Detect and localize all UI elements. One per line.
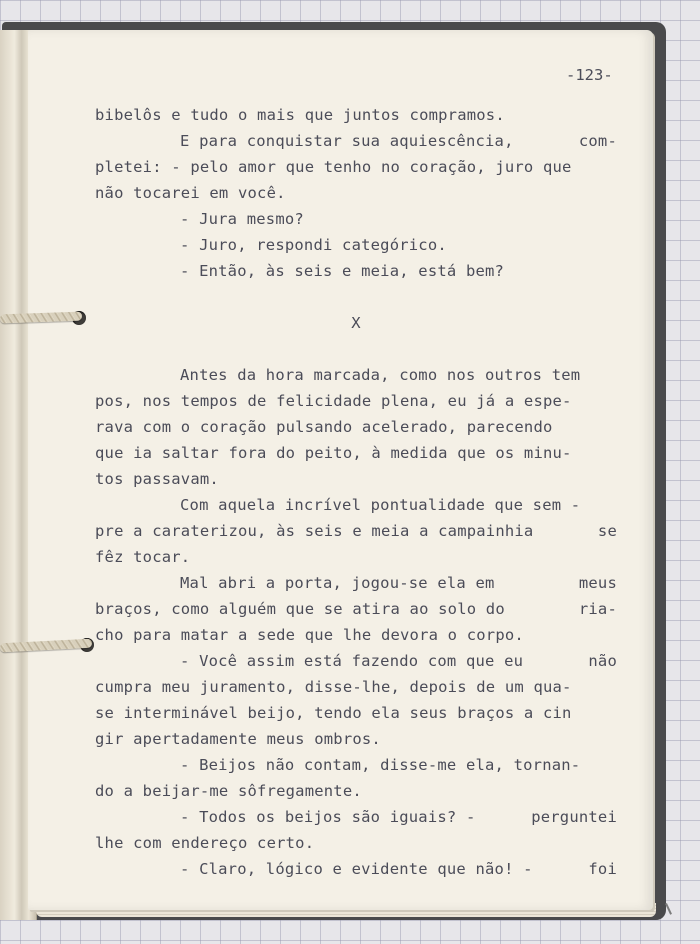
page-number: -123- [566, 66, 613, 84]
text-line: braços, como alguém que se atira ao solo do ria- [95, 600, 617, 618]
text-line: bibelôs e tudo o mais que juntos compramos. [95, 106, 505, 124]
section-separator: X [351, 314, 361, 332]
text-line: fêz tocar. [95, 548, 191, 566]
text-line: - Jura mesmo? [180, 210, 304, 228]
text-line: que ia saltar fora do peito, à medida que os minu- [95, 444, 572, 462]
text-line: - Todos os beijos são iguais? - perguntei [180, 808, 617, 826]
text-line: cumpra meu juramento, disse-lhe, depois de um qua- [95, 678, 572, 696]
text-line: - Juro, respondi categórico. [180, 236, 447, 254]
text-line: rava com o coração pulsando acelerado, parecendo [95, 418, 553, 436]
text-line: - Você assim está fazendo com que eu não [180, 652, 617, 670]
text-line: - Beijos não contam, disse-me ela, tornan- [180, 756, 581, 774]
text-line: E para conquistar sua aquiescência, com- [180, 132, 617, 150]
text-line: Com aquela incrível pontualidade que sem - [180, 496, 581, 514]
text-line: - Então, às seis e meia, está bem? [180, 262, 505, 280]
text-line: gir apertadamente meus ombros. [95, 730, 381, 748]
text-line: tos passavam. [95, 470, 219, 488]
text-line: Mal abri a porta, jogou-se ela em meus [180, 574, 617, 592]
text-line: do a beijar-me sôfregamente. [95, 782, 362, 800]
text-line: - Claro, lógico e evidente que não! - foi [180, 860, 617, 878]
text-line: pos, nos tempos de felicidade plena, eu já a espe- [95, 392, 572, 410]
text-line: se interminável beijo, tendo ela seus braços a cin [95, 704, 572, 722]
text-line: Antes da hora marcada, como nos outros tem [180, 366, 581, 384]
text-line: pletei: - pelo amor que tenho no coração, juro que [95, 158, 572, 176]
text-line: pre a caraterizou, às seis e meia a campainhia se [95, 522, 617, 540]
page-body-text [95, 102, 617, 882]
text-line: não tocarei em você. [95, 184, 286, 202]
text-line: lhe com endereço certo. [95, 834, 315, 852]
text-line: cho para matar a sede que lhe devora o corpo. [95, 626, 524, 644]
